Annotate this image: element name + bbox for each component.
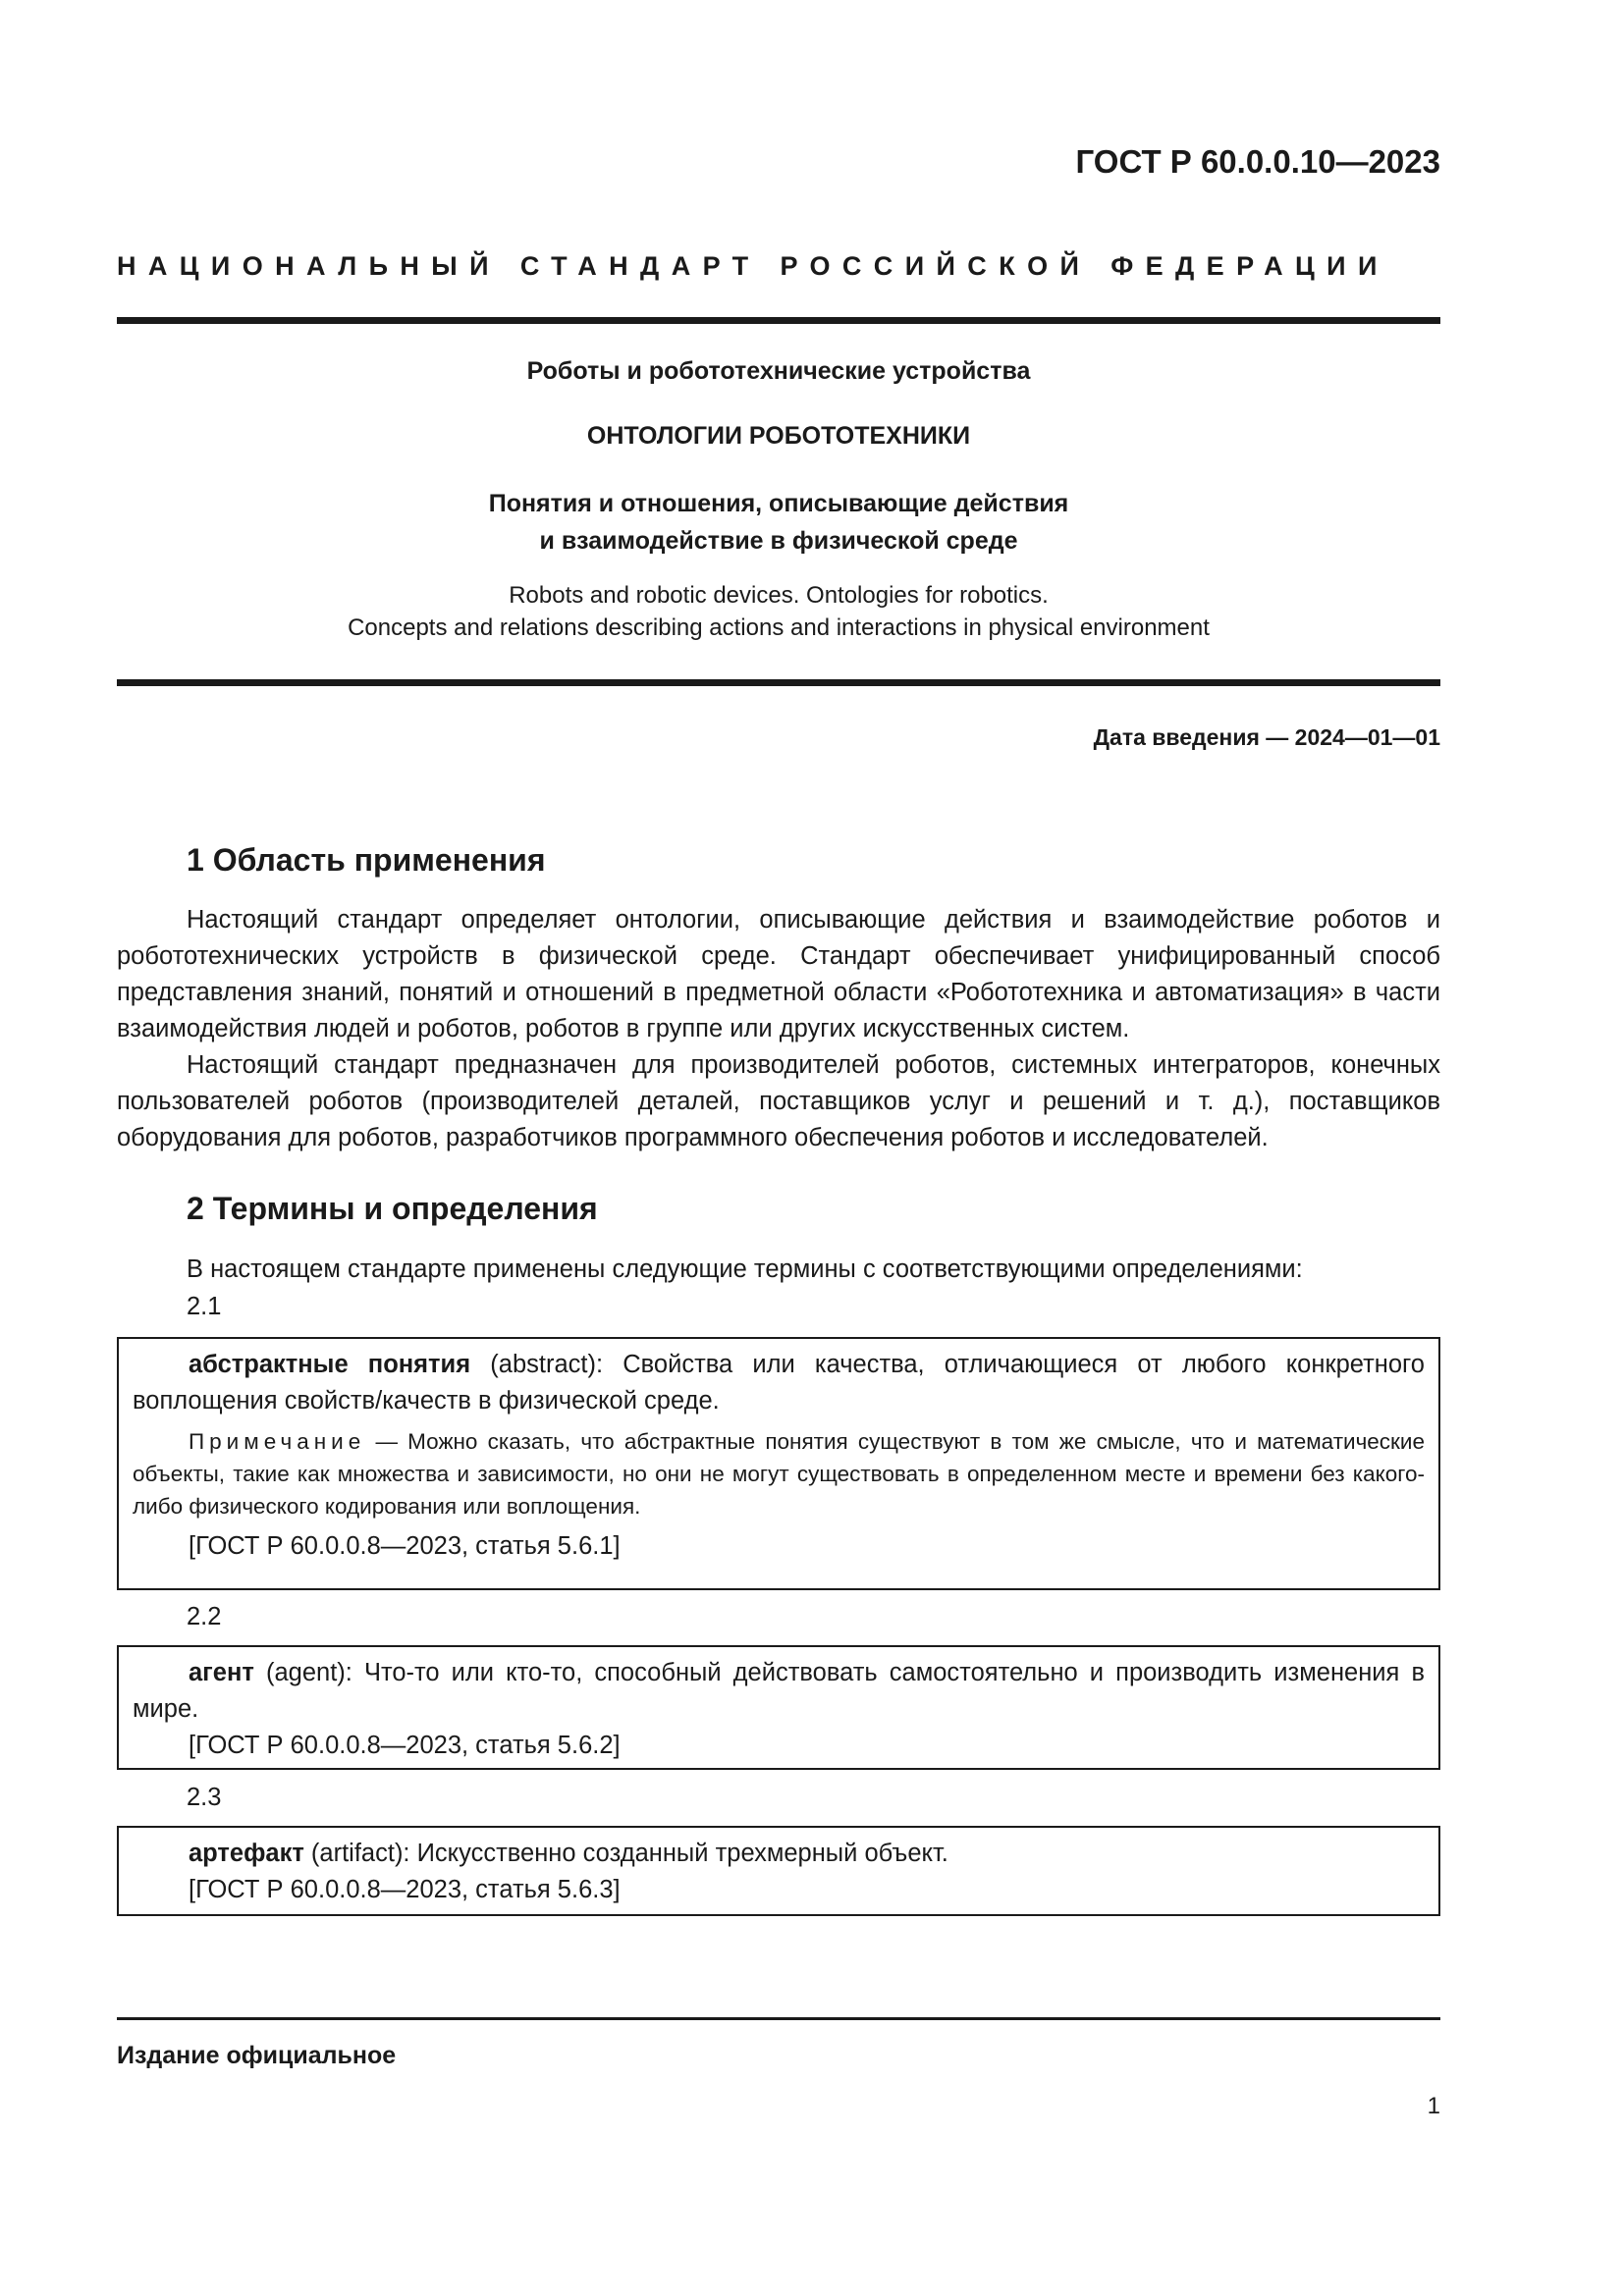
introduction-date: Дата введения — 2024—01—01 [1093, 724, 1440, 750]
title-general: Роботы и робототехнические устройства [526, 357, 1031, 385]
term-definition-text: (abstract): Свойства или качества, отличающиеся от любого конкретного воплощения свойств/качеств в физической среде. [133, 1351, 1425, 1415]
section-1-heading: 1 Область применения [187, 842, 546, 878]
term-box [117, 1645, 1440, 1770]
section-1-body [117, 902, 1440, 1156]
term-number: 2.2 [187, 1603, 222, 1630]
section-1-paragraph-2: Настоящий стандарт предназначен для производителей роботов, системных интеграторов, конечных пользователей роботов (производителей деталей, поставщиков услуг и решений и т. д.), поставщиков оборудования для роботов, разработчиков программного обеспечения роботов и исследователей. [117, 1051, 1440, 1151]
term-number: 2.1 [187, 1293, 222, 1320]
edition-label: Издание официальное [117, 2042, 397, 2069]
section-1-paragraph-1: Настоящий стандарт определяет онтологии, описывающие действия и взаимодействие роботов и робототехнических устройств в физической среде. Стандарт обеспечивает унифицированный способ представления знаний, понятий и отношений в предметной области «Робототехника и автоматизация» в части взаимодействия людей и роботов, роботов в группе или других искусственных систем. [117, 906, 1440, 1042]
title-main: ОНТОЛОГИИ РОБОТОТЕХНИКИ [586, 422, 971, 450]
term-definition [133, 1836, 1425, 1872]
national-standard-banner: НАЦИОНАЛЬНЫЙ СТАНДАРТ РОССИЙСКОЙ ФЕДЕРАЦИИ [117, 251, 1389, 281]
term-name: абстрактные понятия [189, 1351, 471, 1378]
term-number: 2.3 [187, 1784, 222, 1811]
term-box [117, 1826, 1440, 1916]
term-definition [133, 1347, 1425, 1419]
note-text: — Можно сказать, что абстрактные понятия существуют в том же смысле, что и математические объекты, такие как множества и зависимости, но они не могут существовать в определенном месте и времени без какого-либо физического кодирования или воплощения. [133, 1429, 1425, 1519]
document-code: ГОСТ Р 60.0.0.10—2023 [1075, 143, 1440, 180]
title-sub [117, 485, 1440, 560]
section-2-intro: В настоящем стандарте применены следующие термины с соответствующими определениями: [187, 1255, 1303, 1283]
term-source: [ГОСТ Р 60.0.0.8—2023, статья 5.6.3] [189, 1876, 621, 1903]
title-english [117, 579, 1440, 644]
term-definition-text: (artifact): Искусственно созданный трехмерный объект. [303, 1840, 948, 1867]
title-sub-line1: Понятия и отношения, описывающие действия [488, 490, 1069, 517]
note-label: Примечание [189, 1429, 366, 1454]
top-divider [117, 317, 1440, 324]
footer-divider [117, 2017, 1440, 2020]
term-source: [ГОСТ Р 60.0.0.8—2023, статья 5.6.2] [189, 1732, 621, 1759]
title-divider [117, 679, 1440, 686]
title-english-line2: Concepts and relations describing actions and interactions in physical environment [348, 614, 1210, 641]
term-source: [ГОСТ Р 60.0.0.8—2023, статья 5.6.1] [189, 1532, 621, 1560]
title-sub-line2: и взаимодействие в физической среде [539, 527, 1018, 555]
term-definition [133, 1655, 1425, 1728]
term-definition-text: (agent): Что-то или кто-то, способный действовать самостоятельно и производить изменения в мире. [133, 1659, 1425, 1723]
term-box [117, 1337, 1440, 1590]
section-2-heading: 2 Термины и определения [187, 1191, 598, 1226]
term-name: агент [189, 1659, 254, 1686]
page-number: 1 [1427, 2093, 1440, 2119]
term-name: артефакт [189, 1840, 304, 1867]
title-english-line1: Robots and robotic devices. Ontologies for robotics. [509, 582, 1049, 609]
term-note [133, 1425, 1425, 1522]
